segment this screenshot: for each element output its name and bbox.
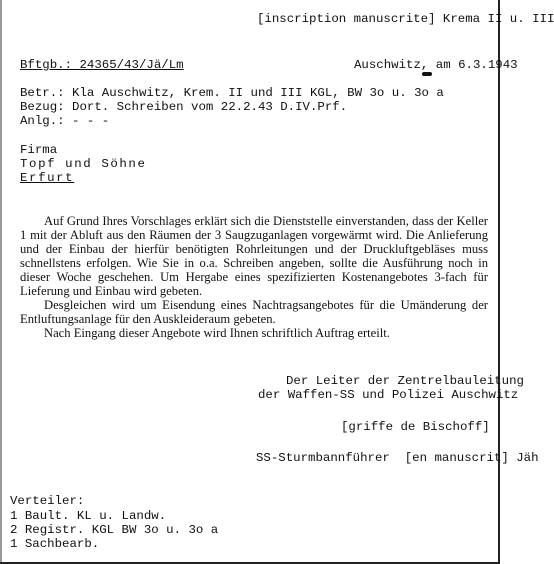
body-paragraph-3: Nach Eingang dieser Angebote wird Ihnen schriftlich Auftrag erteilt.: [44, 326, 390, 340]
distribution-item: 1 Sachbearb.: [10, 537, 100, 551]
body-paragraph-2: Desgleichen wird um Eisendung eines Nachtragsangebotes für die Umänderung der Entluftungsanlage für den Auskleideraum gebeten.: [20, 298, 488, 326]
signature-title-line-1: Der Leiter der Zentrelbauleitung: [286, 374, 524, 388]
handwritten-inscription: [inscription manuscrite] Krema II u. III: [257, 12, 554, 26]
page-edge-left: [0, 0, 2, 564]
subject-line: Betr.: Kla Auschwitz, Krem. II und III KGL, BW 3o u. 3o a: [20, 86, 444, 100]
signature-placeholder: [griffe de Bischoff]: [341, 420, 490, 434]
distribution-title: Verteiler:: [10, 494, 85, 508]
distribution-item: 2 Registr. KGL BW 3o u. 3o a: [10, 523, 219, 537]
recipient-city: Erfurt: [20, 171, 75, 185]
reference-number: Bftgb.: 24365/43/Jä/Lm: [20, 58, 184, 72]
reference-line: Bezug: Dort. Schreiben vom 22.2.43 D.IV.Prf.: [20, 100, 348, 114]
recipient-name: Topf und Söhne: [20, 157, 147, 171]
page-edge-right: [498, 0, 500, 564]
body-paragraph-1: Auf Grund Ihres Vorschlages erklärt sich die Dienststelle einverstanden, dass der Keller 1 mit der Abluft aus den Räumen der 3 Saugzuganlagen vorgewärmt wird. Die Anlieferung und der Einbau der hierfür benötigten Rohrleitungen und der Druckluftgebläses muss schnellstens erfolgen. Wie Sie in o.a. Schreiben angeben, sollte die Ausführung noch in dieser Woche geschehen. Um Hergabe eines spezifizierten Kostenangebotes 3-fach für Lieferung und Einbau wird gebeten.: [20, 214, 488, 298]
signature-title-line-2: der Waffen-SS und Polizei Auschwitz: [258, 388, 519, 402]
attachments-line: Anlg.: - - -: [20, 114, 110, 128]
place-and-date: Auschwitz, am 6.3.1943: [354, 58, 518, 72]
distribution-item: 1 Bault. KL u. Landw.: [10, 509, 167, 523]
ink-mark: [422, 72, 432, 76]
recipient-firm: Firma: [20, 143, 58, 157]
signature-rank: SS-Sturmbannführer [en manuscrit] Jäh: [256, 451, 539, 465]
